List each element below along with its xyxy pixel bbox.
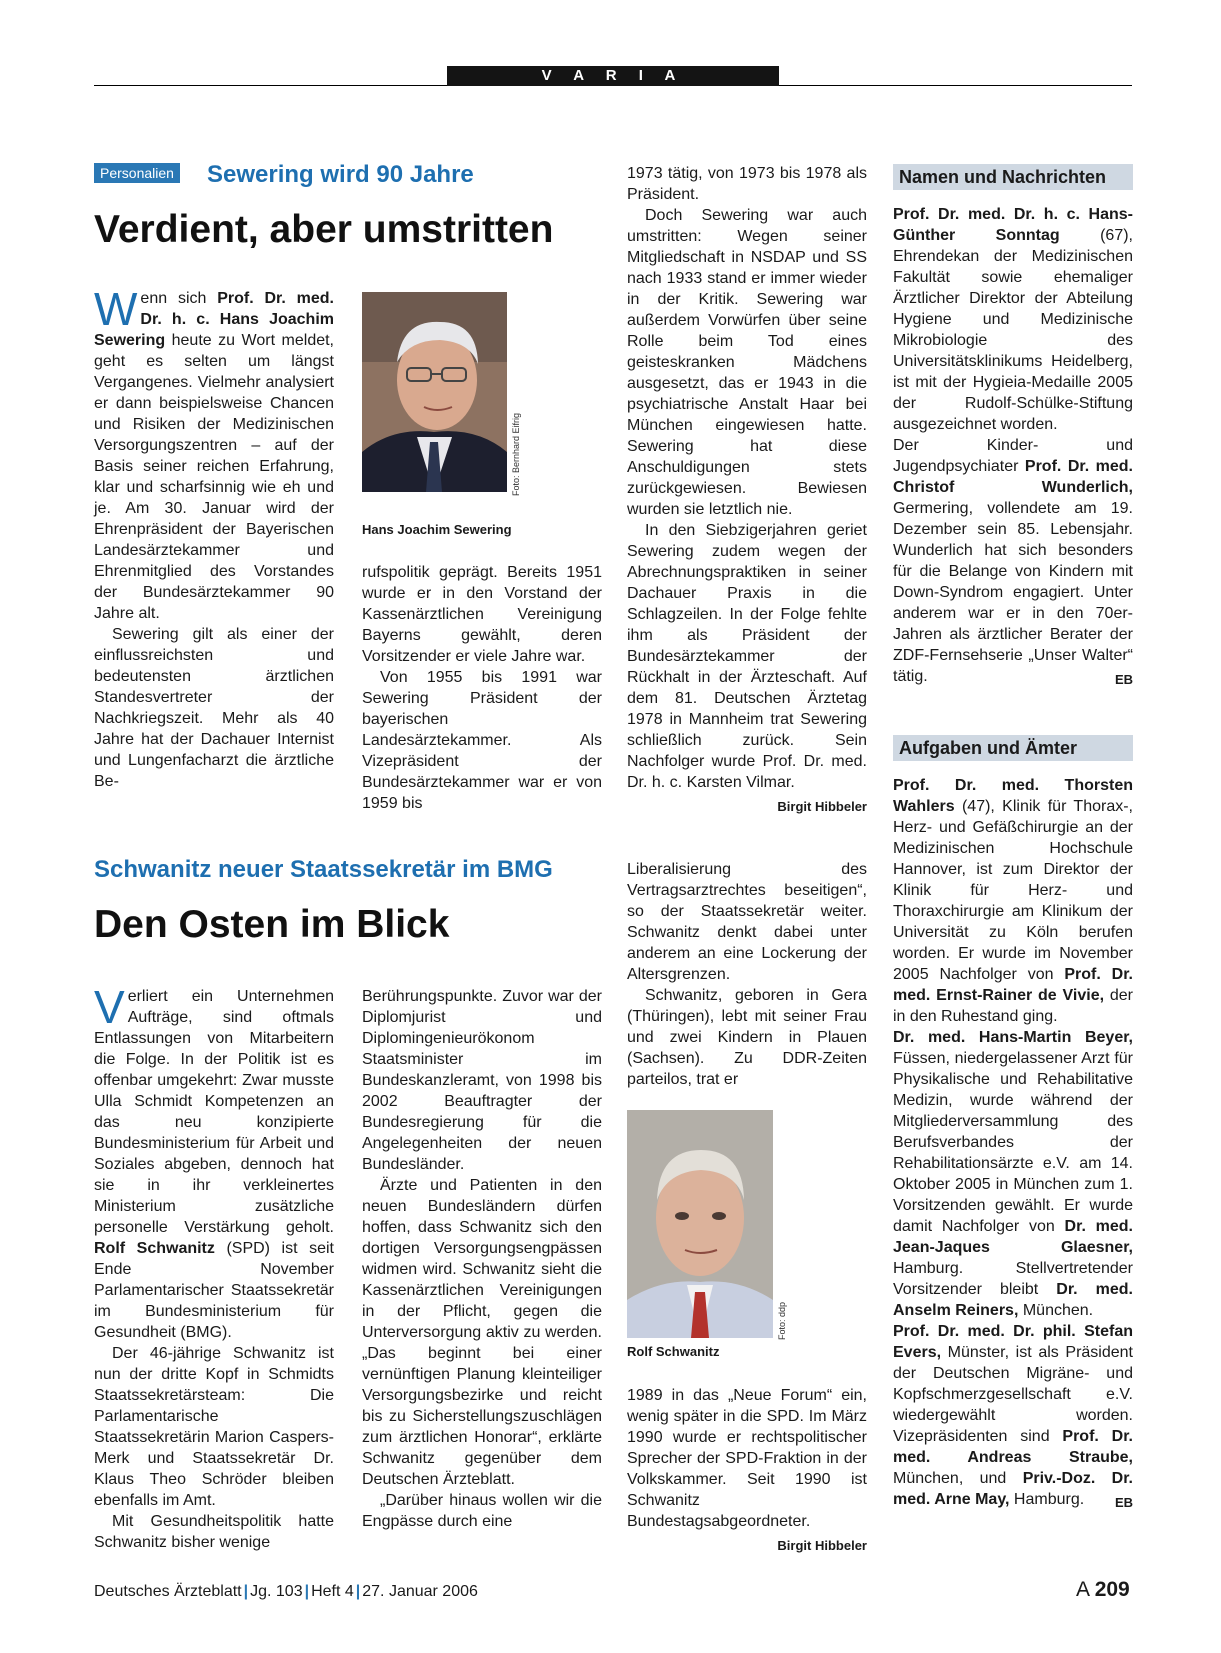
body-text: Hamburg. Stellvertretender Vorsitzender bleibt	[893, 1260, 1133, 1298]
article-tag: Personalien	[94, 163, 180, 183]
body-text: der in den Ruhestand ging.	[893, 987, 1133, 1025]
body-paragraph: 1973 tätig, von 1973 bis 1978 als Präsident.	[627, 165, 867, 203]
body-text: 1989 in das „Neue Forum“ ein, wenig später in die SPD. Im März 1990 wurde er rechtspolitischer Sprecher der SPD-Fraktion in der Volkskammer. Seit 1990 ist Schwanitz Bundestagsabgeordneter.	[627, 1387, 867, 1530]
page-value: 209	[1094, 1578, 1130, 1601]
person-name: Dr. med. Hans-Martin Beyer,	[893, 1029, 1133, 1046]
section-label: V A R I A	[447, 66, 779, 86]
body-text: Füssen, niedergelassener Arzt für Physikalische und Rehabilitative Medizin, wurde während der Mitgliederversammlung des Berufsverbandes der Rehabilitationsärzte e.V. am 14. Oktober 2005 in München zum 1. Vorsitzenden gewählt. Er wurde damit Nachfolger von	[893, 1050, 1133, 1235]
photo-credit: Foto: ddp	[777, 1301, 787, 1340]
body-text: Germering, vollendete am 19. Dezember sein 85. Lebensjahr. Wunderlich hat sich besonders für die Belange von Kindern mit Down-Syndrom engagiert. Unter anderem war er in den 70er-Jahren als ärztlicher Berater der ZDF-Fernsehserie „Unser Walter“ tätig.	[893, 500, 1133, 685]
author-byline: Birgit Hibbeler	[777, 1538, 867, 1553]
person-name: Dr. med. Jean-Jaques Glaesner,	[893, 1218, 1133, 1256]
footer-separator: |	[243, 1583, 249, 1600]
article2-column-3-bottom	[627, 1385, 867, 1556]
body-text: (47), Klinik für Thorax-, Herz- und Gefäßchirurgie an der Medizinischen Hochschule Hannover, ist zum Direktor der Klinik für Herz- und Thoraxchirurgie am Klinikum der Universität zu Köln berufen worden. Er wurde im November 2005 Nachfolger von	[893, 798, 1133, 983]
article2-headline: Den Osten im Blick	[94, 903, 450, 946]
sidebar-heading-names: Namen und Nachrichten	[893, 164, 1133, 190]
body-text: enn sich	[140, 290, 218, 307]
body-text: Münster, ist als Präsident der Deutschen Migräne- und Kopfschmerzgesellschaft e.V. wiedergewählt worden. Vizepräsidenten sind	[893, 1344, 1133, 1445]
person-name: Priv.-Doz. Dr. med. Arne May,	[893, 1470, 1133, 1508]
body-paragraph: Von 1955 bis 1991 war Sewering Präsident der bayerischen Landesärztekammer. Als Vizepräsident der Bundesärztekammer war er von 1959 bis	[362, 669, 602, 812]
article1-column-3	[627, 163, 867, 817]
person-name: Prof. Dr. med. Dr. h. c. Hans Joachim Sewering	[94, 290, 334, 349]
article1-kicker: Sewering wird 90 Jahre	[207, 161, 474, 188]
page-number	[1076, 1578, 1130, 1602]
body-paragraph: Mit Gesundheitspolitik hatte Schwanitz bisher wenige	[94, 1513, 334, 1551]
sewering-photo	[362, 292, 507, 492]
body-paragraph: Der 46-jährige Schwanitz ist nun der dritte Kopf in Schmidts Staatssekretärsteam: Die Parlamentarische Staatssekretärin Marion Caspers-Merk und Staatssekretär Dr. Klaus Theo Schröder bleiben ebenfalls im Amt.	[94, 1345, 334, 1509]
body-paragraph: Ärzte und Patienten in den neuen Bundesländern dürfen hoffen, dass Schwanitz sich den dortigen Versorgungsengpässen widmen wird. Schwanitz sieht die Kassenärztlichen Vereinigungen in der Pflicht, gegen die Unterversorgung aktiv zu werden. „Das beginnt bei einer vernünftigen Planung kleinteiliger Versorgungsbezirke und reicht bis zu Sicherstellungszuschlägen zum ärztlichen Honorar“, erklärte Schwanitz gegenüber dem Deutschen Ärzteblatt.	[362, 1177, 602, 1488]
body-text: Hamburg.	[1009, 1491, 1085, 1508]
dropcap: W	[94, 283, 138, 335]
editor-signature: EB	[1114, 672, 1133, 687]
person-name: Prof. Dr. med. Dr. phil. Stefan Evers,	[893, 1323, 1133, 1361]
body-text: München.	[1018, 1302, 1094, 1319]
body-paragraph: Liberalisierung des Vertragsarztrechtes beseitigen“, so der Staatssekretär weiter. Schwanitz denkt dabei unter anderem an eine Lockerung der Altersgrenzen.	[627, 861, 867, 983]
person-name: Prof. Dr. med. Dr. h. c. Hans-Günther Sonntag	[893, 206, 1133, 244]
article1-headline: Verdient, aber umstritten	[94, 208, 554, 251]
article2-kicker: Schwanitz neuer Staatssekretär im BMG	[94, 856, 553, 883]
sidebar-heading-positions: Aufgaben und Ämter	[893, 735, 1133, 761]
article1-column-2	[362, 562, 602, 814]
journal-date: 27. Januar 2006	[362, 1583, 478, 1600]
sidebar-names-body	[893, 204, 1133, 690]
journal-volume: Jg. 103	[250, 1583, 303, 1600]
body-paragraph: Berührungspunkte. Zuvor war der Diplomjurist und Diplomingenieurökonom Staatsminister im Bundeskanzleramt, von 1998 bis 2002 Beauftragter der Bundesregierung für die Angelegenheiten der neuen Bundesländer.	[362, 988, 602, 1173]
person-name: Rolf Schwanitz	[94, 1240, 215, 1257]
editor-signature: EB	[1114, 1495, 1133, 1510]
body-text: München, und	[893, 1470, 1023, 1487]
body-paragraph: Doch Sewering war auch umstritten: Wegen seiner Mitgliedschaft in NSDAP und SS nach 1933 stand er immer wieder in der Kritik. Sewering war außerdem Vorwürfen über seine Rolle beim Tod eines geisteskranken Mädchens ausgesetzt, das er 1943 in die psychiatrische Anstalt Haar bei München eingewiesen hatte. Sewering hat diese Anschuldigungen stets zurückgewiesen. Bewiesen wurden sie letztlich nie.	[627, 207, 867, 518]
photo-caption: Hans Joachim Sewering	[362, 522, 512, 537]
person-name: Prof. Dr. med. Ernst-Rainer de Vivie,	[893, 966, 1133, 1004]
article2-column-1	[94, 981, 334, 1553]
footer-separator: |	[355, 1583, 361, 1600]
body-text: (SPD) ist seit Ende November Parlamentarischer Staatssekretär im Bundesministerium für Gesundheit (BMG).	[94, 1240, 334, 1341]
body-text: heute zu Wort meldet, geht es selten um längst Vergangenes. Vielmehr analysiert er dann beispielsweise Chancen und Risiken der Medizinischen Versorgungszentren – auf der Basis seiner reichen Erfahrung, klar und scharfsinnig wie eh und je. Am 30. Januar wird der Ehrenpräsident der Bayerischen Landesärztekammer und Ehrenmitglied des Vorstandes der Bundesärztekammer 90 Jahre alt.	[94, 332, 334, 622]
page-prefix: A	[1076, 1578, 1095, 1601]
sidebar-positions-body	[893, 775, 1133, 1513]
person-name: Prof. Dr. med. Andreas Straube,	[893, 1428, 1133, 1466]
schwanitz-photo	[627, 1110, 773, 1338]
journal-name: Deutsches Ärzteblatt	[94, 1583, 242, 1600]
body-text: In den Siebzigerjahren geriet Sewering zudem wegen der Abrechnungspraktiken in seiner Dachauer Praxis in die Schlagzeilen. In der Folge fehlte ihm als Präsident der Bundesärztekammer der Rückhalt in der Ärzteschaft. Auf dem 81. Deutschen Ärztetag 1978 in Mannheim trat Sewering schließlich zurück. Sein Nachfolger wurde Prof. Dr. med. Dr. h. c. Karsten Vilmar.	[627, 522, 867, 791]
footer	[94, 1582, 478, 1602]
body-paragraph: „Darüber hinaus wollen wir die Engpässe durch eine	[362, 1492, 602, 1530]
footer-separator: |	[304, 1583, 310, 1600]
photo-caption: Rolf Schwanitz	[627, 1344, 720, 1359]
photo-credit: Foto: Bernhard Eifrig	[511, 412, 521, 496]
article2-column-2	[362, 986, 602, 1532]
journal-issue: Heft 4	[311, 1583, 354, 1600]
body-text: Der Kinder- und Jugendpsychiater	[893, 437, 1133, 475]
body-text: (67), Ehrendekan der Medizinischen Fakultät sowie ehemaliger Ärztlicher Direktor der Abteilung Hygiene und Medizinische Mikrobiologie des Universitätsklinikums Heidelberg, ist mit der Hygieia-Medaille 2005 der Rudolf-Schülke-Stiftung ausgezeichnet worden.	[893, 227, 1133, 433]
person-name: Prof. Dr. med. Thorsten Wahlers	[893, 777, 1133, 815]
body-paragraph: Schwanitz, geboren in Gera (Thüringen), lebt mit seiner Frau und zwei Kindern in Plauen (Sachsen). Zu DDR-Zeiten parteilos, trat er	[627, 987, 867, 1088]
article1-column-1	[94, 283, 334, 792]
body-paragraph: rufspolitik geprägt. Bereits 1951 wurde er in den Vorstand der Kassenärztlichen Vereinigung Bayerns gewählt, deren Vorsitzender er viele Jahre war.	[362, 564, 602, 665]
person-name: Dr. med. Anselm Reiners,	[893, 1281, 1133, 1319]
body-text: erliert ein Unternehmen Aufträge, sind oftmals Entlassungen von Mitarbeitern die Folge. In der Politik ist es offenbar umgekehrt: Zwar musste Ulla Schmidt Kompetenzen an das neu konzipierte Bundesministerium für Arbeit und Soziales abgeben, dennoch hat sie in ihr verkleinertes Ministerium zusätzliche personelle Verstärkung geholt.	[94, 988, 334, 1236]
portrait-illustration	[362, 292, 507, 492]
body-paragraph: Sewering gilt als einer der einflussreichsten und bedeutensten ärztlichen Standesvertreter der Nachkriegszeit. Mehr als 40 Jahre hat der Dachauer Internist und Lungenfacharzt die ärztliche Be-	[94, 626, 334, 790]
person-name: Prof. Dr. med. Christof Wunderlich,	[893, 458, 1134, 496]
portrait-illustration	[627, 1110, 773, 1338]
article2-column-3-top	[627, 859, 867, 1090]
dropcap: V	[94, 981, 125, 1033]
author-byline: Birgit Hibbeler	[777, 799, 867, 814]
